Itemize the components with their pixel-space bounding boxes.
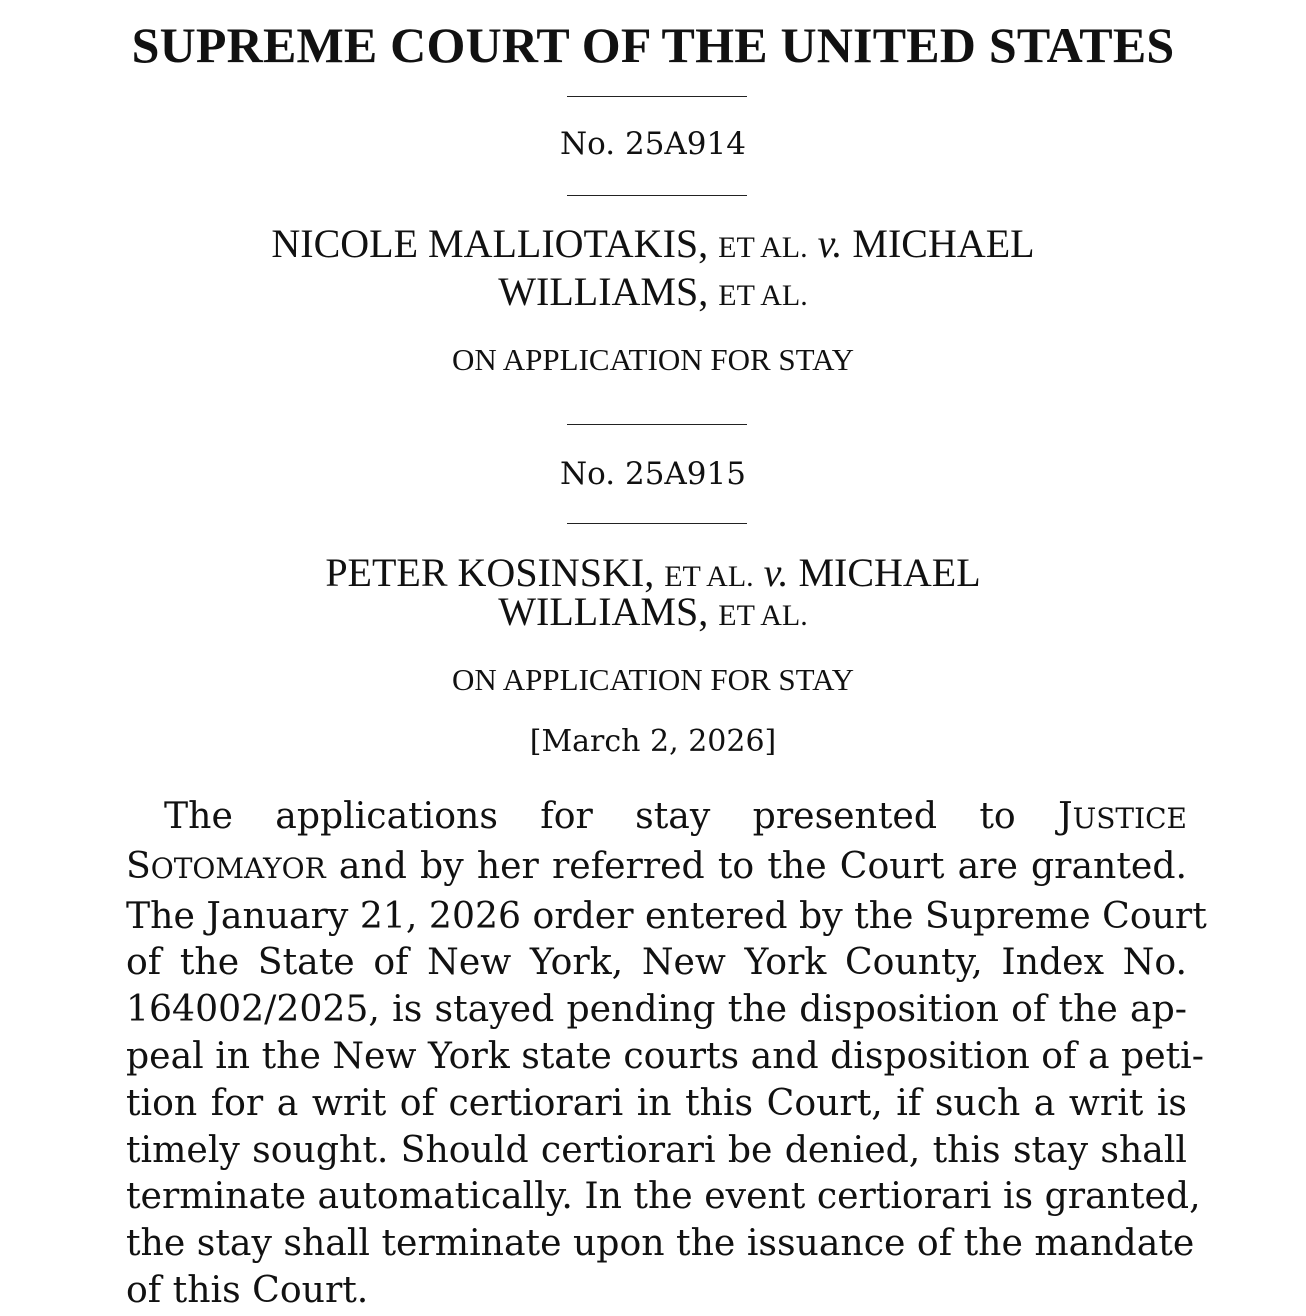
order-line: The applications for stay presented to JUSTICE bbox=[164, 794, 1187, 837]
order-line: peal in the New York state courts and disposition of a peti- bbox=[126, 1033, 1204, 1077]
proceeding-type-2: ON APPLICATION FOR STAY bbox=[451, 662, 855, 697]
divider-rule bbox=[567, 96, 747, 97]
order-line: of this Court. bbox=[126, 1267, 369, 1311]
order-text bbox=[126, 793, 1207, 1314]
et-al: ET AL. bbox=[718, 279, 808, 312]
order-line: timely sought. Should certiorari be denied, this stay shall bbox=[126, 1127, 1187, 1171]
et-al: ET AL. bbox=[664, 560, 754, 593]
divider-rule bbox=[567, 523, 747, 524]
et-al: ET AL. bbox=[718, 599, 808, 632]
case-caption-1 bbox=[0, 220, 1306, 272]
justice-name: SOTOMAYOR bbox=[126, 843, 326, 887]
docket-number-1: No. 25A914 bbox=[560, 126, 746, 162]
respondent-name: MICHAEL bbox=[798, 550, 981, 595]
order-line: of the State of New York, New York County, Index No. bbox=[126, 940, 1187, 984]
decision-date: [March 2, 2026] bbox=[529, 724, 777, 759]
petitioner-name: NICOLE MALLIOTAKIS, bbox=[271, 221, 709, 266]
order-line: The January 21, 2026 order entered by the Supreme Court bbox=[126, 893, 1207, 937]
order-line: tion for a writ of certiorari in this Court, if such a writ is bbox=[126, 1080, 1187, 1124]
versus: v. bbox=[763, 550, 789, 595]
respondent-name: WILLIAMS, bbox=[498, 269, 709, 314]
court-title: SUPREME COURT OF THE UNITED STATES bbox=[131, 17, 1175, 73]
order-line: the stay shall terminate upon the issuance of the mandate bbox=[126, 1221, 1195, 1265]
order-line: SOTOMAYOR and by her referred to the Court are granted. bbox=[126, 843, 1187, 887]
divider-rule bbox=[567, 195, 747, 196]
respondent-name: WILLIAMS, bbox=[498, 589, 709, 634]
docket-number-2: No. 25A915 bbox=[560, 456, 746, 492]
petitioner-name: PETER KOSINSKI, bbox=[325, 550, 655, 595]
et-al: ET AL. bbox=[718, 231, 808, 264]
proceeding-type-1: ON APPLICATION FOR STAY bbox=[451, 342, 855, 377]
order-line: 164002/2025, is stayed pending the disposition of the ap- bbox=[126, 987, 1187, 1031]
respondent-name: MICHAEL bbox=[852, 221, 1035, 266]
order-line: terminate automatically. In the event certiorari is granted, bbox=[126, 1174, 1201, 1218]
case-caption-2-line2 bbox=[0, 588, 1306, 640]
divider-rule bbox=[567, 424, 747, 425]
justice-title: JUSTICE bbox=[1058, 794, 1187, 837]
versus: v. bbox=[817, 221, 843, 266]
case-caption-1-line2 bbox=[0, 268, 1306, 320]
